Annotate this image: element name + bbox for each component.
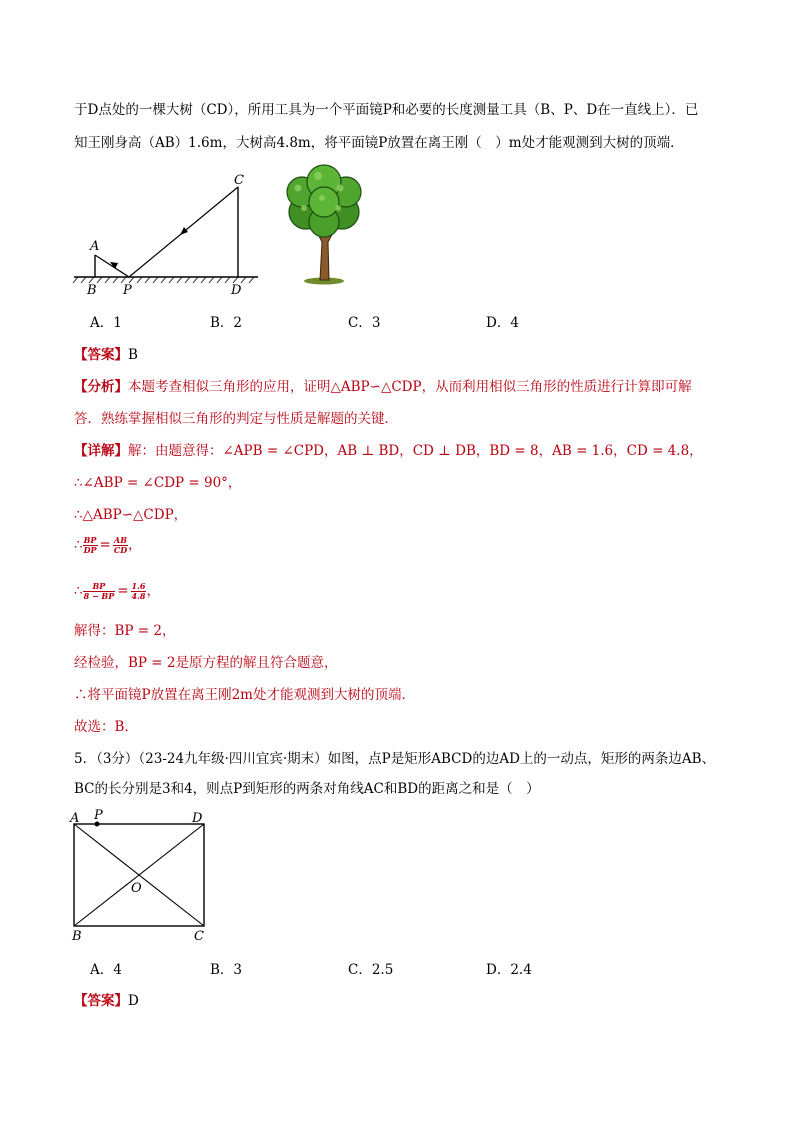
- label-p: P: [123, 283, 132, 298]
- label-p: P: [94, 808, 103, 823]
- ray-pa: [95, 255, 129, 277]
- detail-choose: 故选：B．: [74, 719, 138, 735]
- detail-step-similar: ∴△ABP∽△CDP，: [74, 507, 188, 523]
- therefore-symbol: ∴: [74, 537, 83, 553]
- answer-tag: 【答案】: [74, 993, 128, 1009]
- analysis-text-1: 本题考查相似三角形的应用，证明△ABP∽△CDP，从而利用相似三角形的性质进行计算即可解: [128, 379, 692, 395]
- label-c: C: [234, 173, 244, 188]
- fraction-bp-dp: $\frac{BP}{DP}$: [83, 535, 97, 555]
- detail-text-1: 解：由题意得：∠APB = ∠CPD，AB ⊥ BD，CD ⊥ DB，BD = 8，AB = 1.6，CD = 4.8，: [128, 443, 703, 459]
- choice-d[interactable]: D．2.4: [486, 962, 532, 978]
- problem5-line2: BC的长分别是3和4，则点P到矩形的两条对角线AC和BD的距离之和是（ ）: [74, 781, 540, 797]
- choice-b[interactable]: B．3: [210, 962, 243, 978]
- analysis-tag: 【分析】: [74, 379, 128, 395]
- detail-solve: 解得：BP = 2，: [74, 623, 176, 639]
- problem4-analysis-line1: [74, 378, 692, 396]
- label-a: A: [70, 811, 80, 826]
- detail-step-substitute: ∴ $\frac{BP}{8 - BP}$ = $\frac{1.6}{4.8}$ ，: [74, 581, 160, 601]
- label-b: B: [72, 929, 82, 944]
- answer-value: D: [128, 993, 139, 1009]
- problem5-answer: [74, 992, 139, 1010]
- choice-b[interactable]: B．2: [210, 315, 243, 331]
- fraction-1.6-4.8: $\frac{1.6}{4.8}$: [131, 581, 146, 601]
- fraction-ab-cd: $\frac{AB}{CD}$: [113, 535, 128, 555]
- choice-c[interactable]: C．2.5: [348, 962, 394, 978]
- problem4-line2: 知王刚身高（AB）1.6m，大树高4.8m，将平面镜P放置在离王刚（ ）m处才能观测到大树的顶端．: [74, 135, 684, 151]
- detail-check: 经检验，BP = 2是原方程的解且符合题意，: [74, 655, 338, 671]
- therefore-symbol: ∴: [74, 583, 83, 599]
- detail-step-ratio: ∴ $\frac{BP}{DP}$ = $\frac{AB}{CD}$ ，: [74, 535, 142, 555]
- answer-tag: 【答案】: [74, 347, 128, 363]
- choice-a[interactable]: A．1: [90, 315, 122, 331]
- detail-step-right-angles: ∴∠ABP = ∠CDP = 90°，: [74, 475, 242, 491]
- problem4-answer: [74, 346, 138, 364]
- label-d: D: [192, 811, 203, 826]
- problem4-line1: 于D点处的一棵大树（CD），所用工具为一个平面镜P和必要的长度测量工具（B、P、D在一直线上）．已: [74, 102, 699, 118]
- tree-illustration: [282, 164, 366, 286]
- label-a: A: [90, 239, 100, 254]
- problem4-detail-line1: [74, 442, 703, 460]
- mirror-geometry-figure: [70, 170, 270, 300]
- choice-d[interactable]: D．4: [486, 315, 519, 331]
- label-o: O: [131, 881, 142, 896]
- label-c: C: [194, 929, 204, 944]
- fraction-bp-8-bp: $\frac{BP}{8 - BP}$: [83, 581, 115, 601]
- rectangle-figure: [66, 808, 216, 946]
- detail-conclusion: ∴将平面镜P放置在离王刚2m处才能观测到大树的顶端．: [74, 687, 415, 703]
- problem5-line1: 5．（3分）（23-24九年级·四川宜宾·期末）如图，点P是矩形ABCD的边AD上的一动点，矩形的两条边AB、: [74, 751, 716, 767]
- problem4-analysis-line2: 答．熟练掌握相似三角形的判定与性质是解题的关键．: [74, 411, 398, 427]
- detail-tag: 【详解】: [74, 443, 128, 459]
- choice-c[interactable]: C．3: [348, 315, 381, 331]
- label-d: D: [231, 283, 242, 298]
- label-b: B: [87, 283, 97, 298]
- answer-value: B: [128, 347, 138, 363]
- choice-a[interactable]: A．4: [90, 962, 122, 978]
